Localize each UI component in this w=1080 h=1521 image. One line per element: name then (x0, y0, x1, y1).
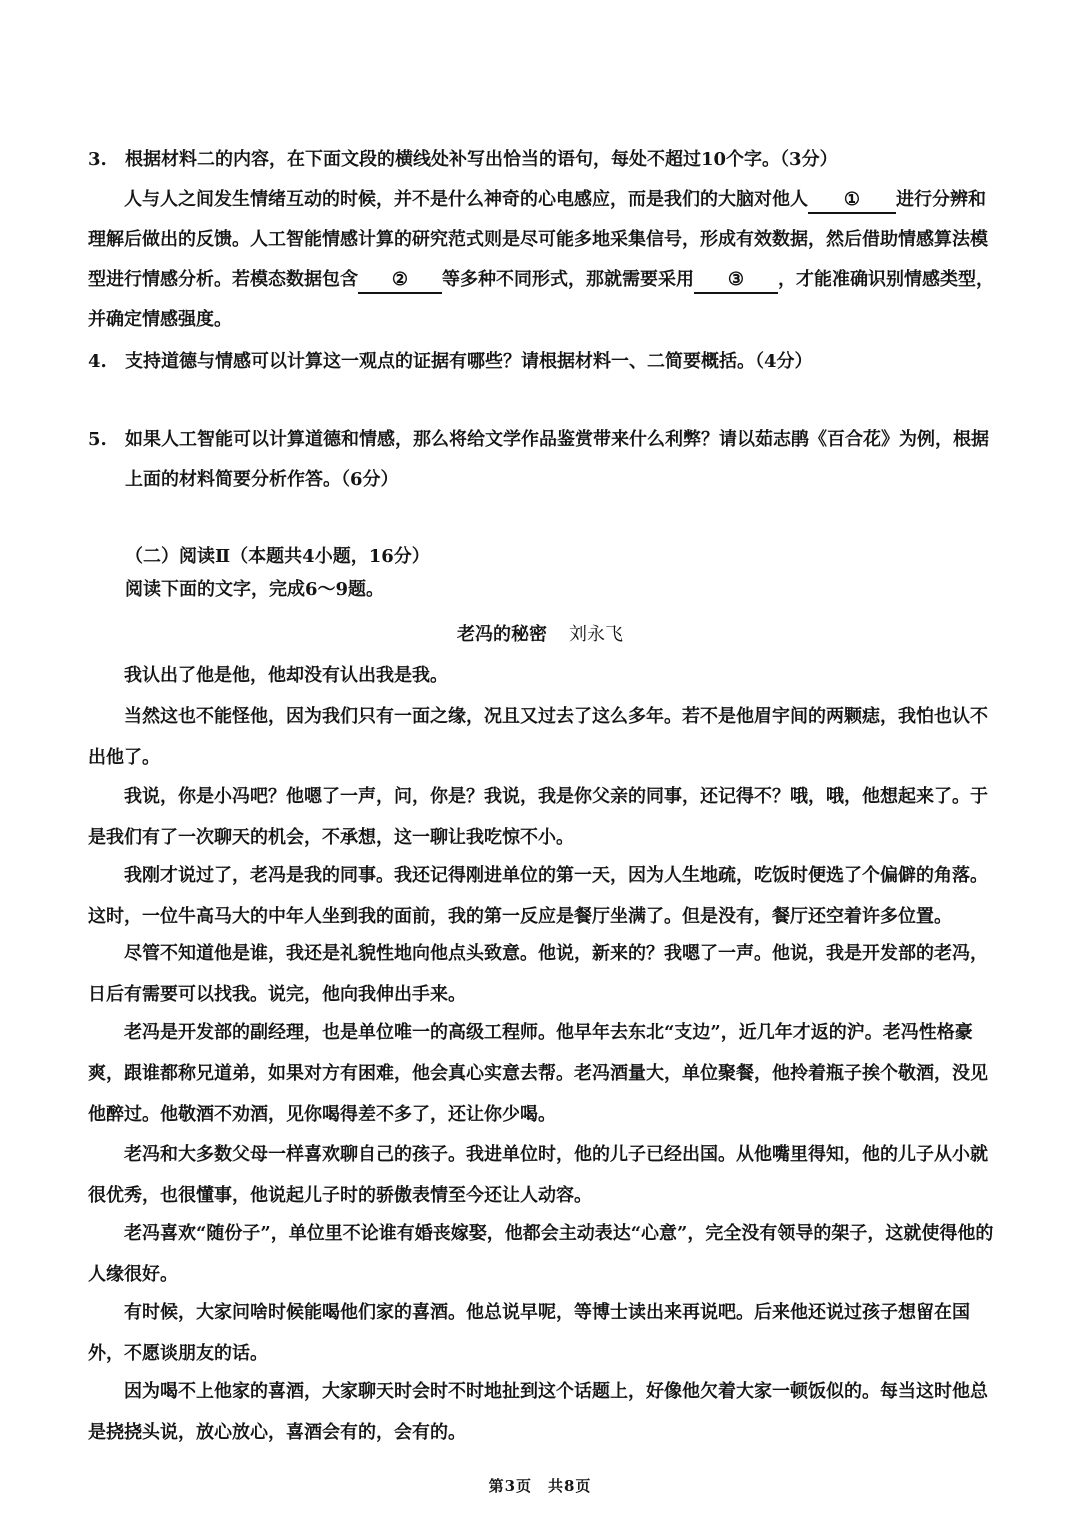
story-author: 刘永飞 (569, 624, 623, 645)
blank-3: ③ (694, 268, 778, 294)
passage-text: 进行分辨和理解后做出的反馈。人工智能情感计算的研究范式则是尽可能多地采集信号，形成有效数据，然后借助情感算法模型进行情感分析。若模态数据包含 (88, 189, 988, 290)
story-paragraph: 当然这也不能怪他，因为我们只有一面之缘，况且又过去了这么多年。若不是他眉宇间的两颗痣，我怕也认不出他了。 (88, 706, 988, 768)
story-paragraph: 因为喝不上他家的喜酒，大家聊天时会时不时地扯到这个话题上，好像他欠着大家一顿饭似的。每当这时他总是挠挠头说，放心放心，喜酒会有的，会有的。 (88, 1381, 988, 1443)
passage-text: 人与人之间发生情绪互动的时候，并不是什么神奇的心电感应，而是我们的大脑对他人 (124, 189, 808, 210)
story-paragraph: 老冯和大多数父母一样喜欢聊自己的孩子。我进单位时，他的儿子已经出国。从他嘴里得知，他的儿子从小就很优秀，也很懂事，他说起儿子时的骄傲表情至今还让人动容。 (88, 1144, 988, 1206)
story-heading (0, 620, 1080, 650)
question-5 (88, 420, 998, 500)
story-paragraph: 尽管不知道他是谁，我还是礼貌性地向他点头致意。他说，新来的？我嗯了一声。他说，我是开发部的老冯，日后有需要可以找我。说完，他向我伸出手来。 (88, 943, 988, 1005)
passage-text: ，才能准确识别情感类型，并确定情感强度。 (88, 269, 994, 330)
story-paragraph: 有时候，大家问啥时候能喝他们家的喜酒。他总说早呢，等博士读出来再说吧。后来他还说过孩子想留在国外，不愿谈朋友的话。 (88, 1302, 970, 1364)
story-paragraph: 我刚才说过了，老冯是我的同事。我还记得刚进单位的第一天，因为人生地疏，吃饭时便选了个偏僻的角落。这时，一位牛高马大的中年人坐到我的面前，我的第一反应是餐厅坐满了。但是没有，餐厅还空着许多位置。 (88, 865, 988, 927)
fill-in-passage (88, 180, 998, 340)
story-paragraph: 我认出了他是他，他却没有认出我是我。 (124, 665, 448, 686)
question-text: 根据材料二的内容，在下面文段的横线处补写出恰当的语句，每处不超过10个字。（3分） (125, 149, 838, 170)
question-text: 支持道德与情感可以计算这一观点的证据有哪些？请根据材料一、二简要概括。（4分） (125, 351, 813, 372)
question-number: 4. (88, 351, 107, 372)
page-number: 第3页 共8页 (488, 1477, 592, 1495)
section-title: （二）阅读Ⅱ（本题共4小题，16分） (125, 546, 430, 567)
question-number: 3. (88, 149, 107, 170)
story-title: 老冯的秘密 (457, 624, 547, 645)
question-text: 如果人工智能可以计算道德和情感，那么将给文学作品鉴赏带来什么利弊？请以茹志鹃《百合花》为例，根据上面的材料简要分析作答。（6分） (125, 429, 989, 490)
passage-text: 等多种不同形式，那就需要采用 (442, 269, 694, 290)
story-paragraph: 老冯是开发部的副经理，也是单位唯一的高级工程师。他早年去东北“支边”，近几年才返的沪。老冯性格豪爽，跟谁都称兄道弟，如果对方有困难，他会真心实意去帮。老冯酒量大，单位聚餐，他拎着瓶子挨个敬酒，没见他醉过。他敬酒不劝酒，见你喝得差不多了，还让你少喝。 (88, 1022, 988, 1125)
story-paragraph: 我说，你是小冯吧？他嗯了一声，问，你是？我说，我是你父亲的同事，还记得不？哦，哦，他想起来了。于是我们有了一次聊天的机会，不承想，这一聊让我吃惊不小。 (88, 786, 988, 848)
question-4 (88, 342, 998, 382)
question-3 (88, 140, 998, 180)
story-paragraph: 老冯喜欢“随份子”，单位里不论谁有婚丧嫁娶，他都会主动表达“心意”，完全没有领导的架子，这就使得他的人缘很好。 (88, 1223, 994, 1285)
blank-2: ② (358, 268, 442, 294)
question-number: 5. (88, 429, 107, 450)
blank-1: ① (808, 188, 896, 214)
section-instruction: 阅读下面的文字，完成6～9题。 (125, 579, 385, 600)
